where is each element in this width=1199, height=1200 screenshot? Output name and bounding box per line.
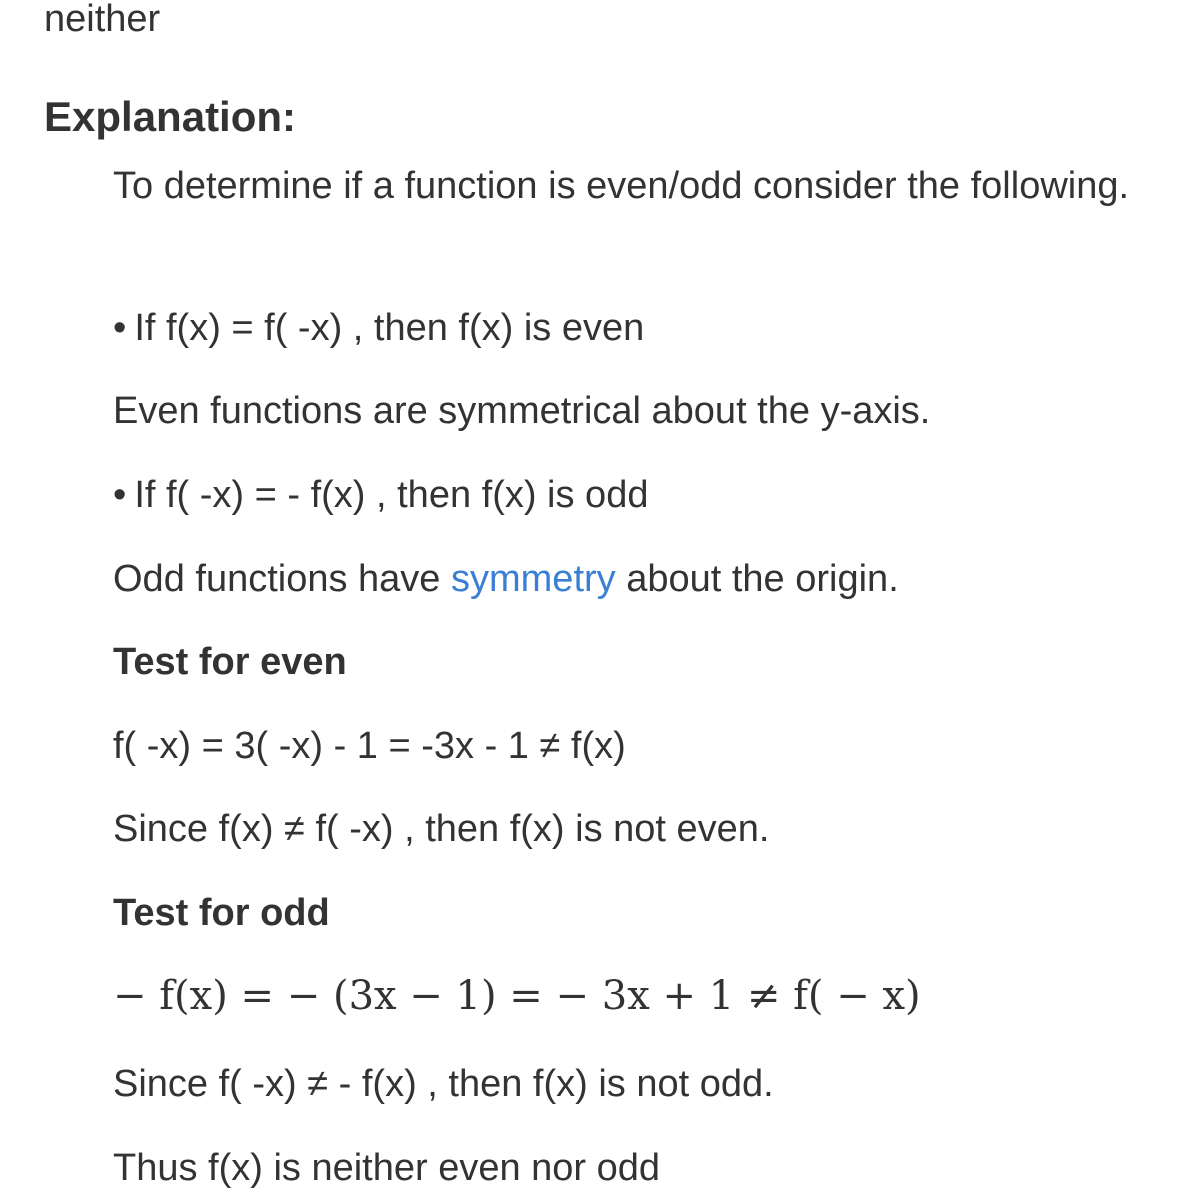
bullet-odd-rule	[113, 472, 648, 518]
test-even-heading: Test for even	[113, 641, 347, 683]
bullet-icon: •	[113, 307, 127, 349]
bullet-even-rule	[113, 305, 644, 351]
not-even-statement: Since f(x) ≠ f( -x) , then f(x) is not even.	[113, 808, 770, 850]
bullet-odd-text: If f( -x) = - f(x) , then f(x) is odd	[134, 474, 649, 516]
answer-text: neither	[44, 0, 161, 40]
test-odd-equation: − f(x) = − (3x − 1) = − 3x + 1 ≠ f( − x)	[113, 973, 921, 1019]
odd-note-suffix: about the origin.	[615, 558, 899, 600]
explanation-heading: Explanation:	[44, 93, 297, 140]
test-odd-heading: Test for odd	[113, 892, 330, 934]
intro-paragraph: To determine if a function is even/odd consider the following.	[113, 165, 1130, 207]
odd-note-prefix: Odd functions have	[113, 558, 451, 600]
bullet-even-text: If f(x) = f( -x) , then f(x) is even	[134, 307, 645, 349]
test-even-equation: f( -x) = 3( -x) - 1 = -3x - 1 ≠ f(x)	[113, 725, 626, 767]
odd-note	[113, 556, 899, 602]
bullet-icon: •	[113, 474, 127, 516]
symmetry-link[interactable]: symmetry	[451, 558, 616, 600]
conclusion-statement: Thus f(x) is neither even nor odd	[113, 1147, 661, 1189]
even-note: Even functions are symmetrical about the y-axis.	[113, 390, 931, 432]
not-odd-statement: Since f( -x) ≠ - f(x) , then f(x) is not odd.	[113, 1063, 774, 1105]
